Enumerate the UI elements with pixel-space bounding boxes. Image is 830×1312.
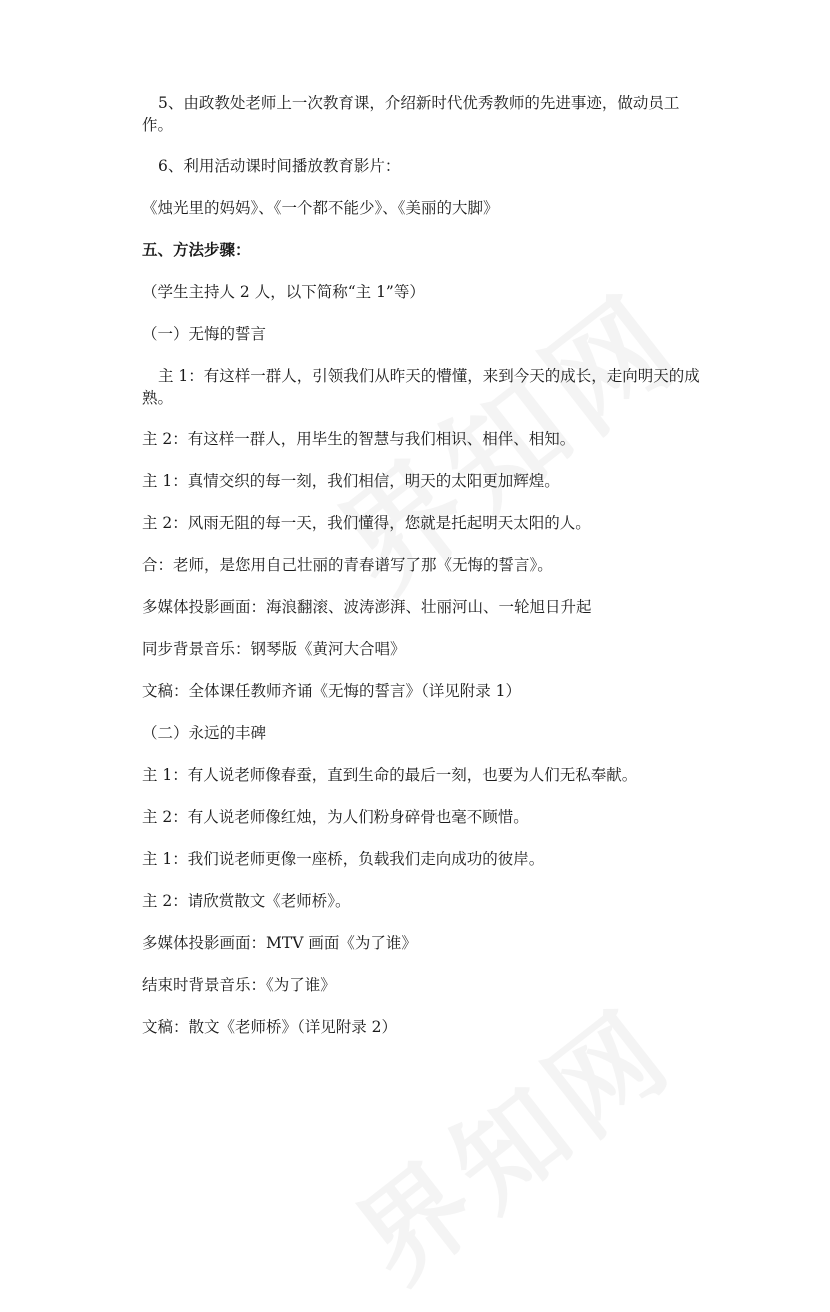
script-line: 主 1：真情交织的每一刻，我们相信，明天的太阳更加辉煌。: [142, 472, 560, 490]
media-note: 多媒体投影画面：海浪翻滚、波涛澎湃、壮丽河山、一轮旭日升起: [142, 598, 592, 616]
music-note: 同步背景音乐：钢琴版《黄河大合唱》: [142, 640, 406, 658]
script-line: 合：老师，是您用自己壮丽的青春谱写了那《无悔的誓言》。: [142, 556, 553, 574]
host-note: （学生主持人 2 人，以下简称“主 1”等）: [142, 283, 425, 301]
music-note: 结束时背景音乐：《为了谁》: [142, 976, 336, 994]
script-line: 主 1：有这样一群人，引领我们从昨天的懵懂，来到今天的成长，走向明天的成熟。: [142, 367, 700, 407]
document-body: [142, 92, 702, 1058]
script-line: 主 2：有这样一群人，用毕生的智慧与我们相识、相伴、相知。: [142, 430, 576, 448]
script-line: 主 2：请欣赏散文《老师桥》。: [142, 892, 351, 910]
subsection-heading-2: （二）永远的丰碑: [142, 724, 267, 742]
script-line: 主 2：风雨无阻的每一天，我们懂得，您就是托起明天太阳的人。: [142, 514, 591, 532]
script-line: 主 2：有人说老师像红烛，为人们粉身碎骨也毫不顾惜。: [142, 808, 529, 826]
paragraph-6: 6、利用活动课时间播放教育影片：: [158, 157, 401, 175]
paragraph-5: 5、由政教处老师上一次教育课，介绍新时代优秀教师的先进事迹，做动员工作。: [142, 94, 680, 134]
media-note: 多媒体投影画面：MTV 画面《为了谁》: [142, 934, 417, 952]
film-list: 《烛光里的妈妈》、《一个都不能少》、《美丽的大脚》: [142, 199, 499, 217]
script-note: 文稿：全体课任教师齐诵《无悔的誓言》（详见附录 1）: [142, 682, 522, 700]
section-heading: 五、方法步骤：: [142, 241, 251, 259]
script-line: 主 1：有人说老师像春蚕，直到生命的最后一刻，也要为人们无私奉献。: [142, 766, 638, 784]
script-note: 文稿：散文《老师桥》（详见附录 2）: [142, 1018, 398, 1036]
subsection-heading-1: （一）无悔的誓言: [142, 325, 267, 343]
script-line: 主 1：我们说老师更像一座桥，负载我们走向成功的彼岸。: [142, 850, 545, 868]
